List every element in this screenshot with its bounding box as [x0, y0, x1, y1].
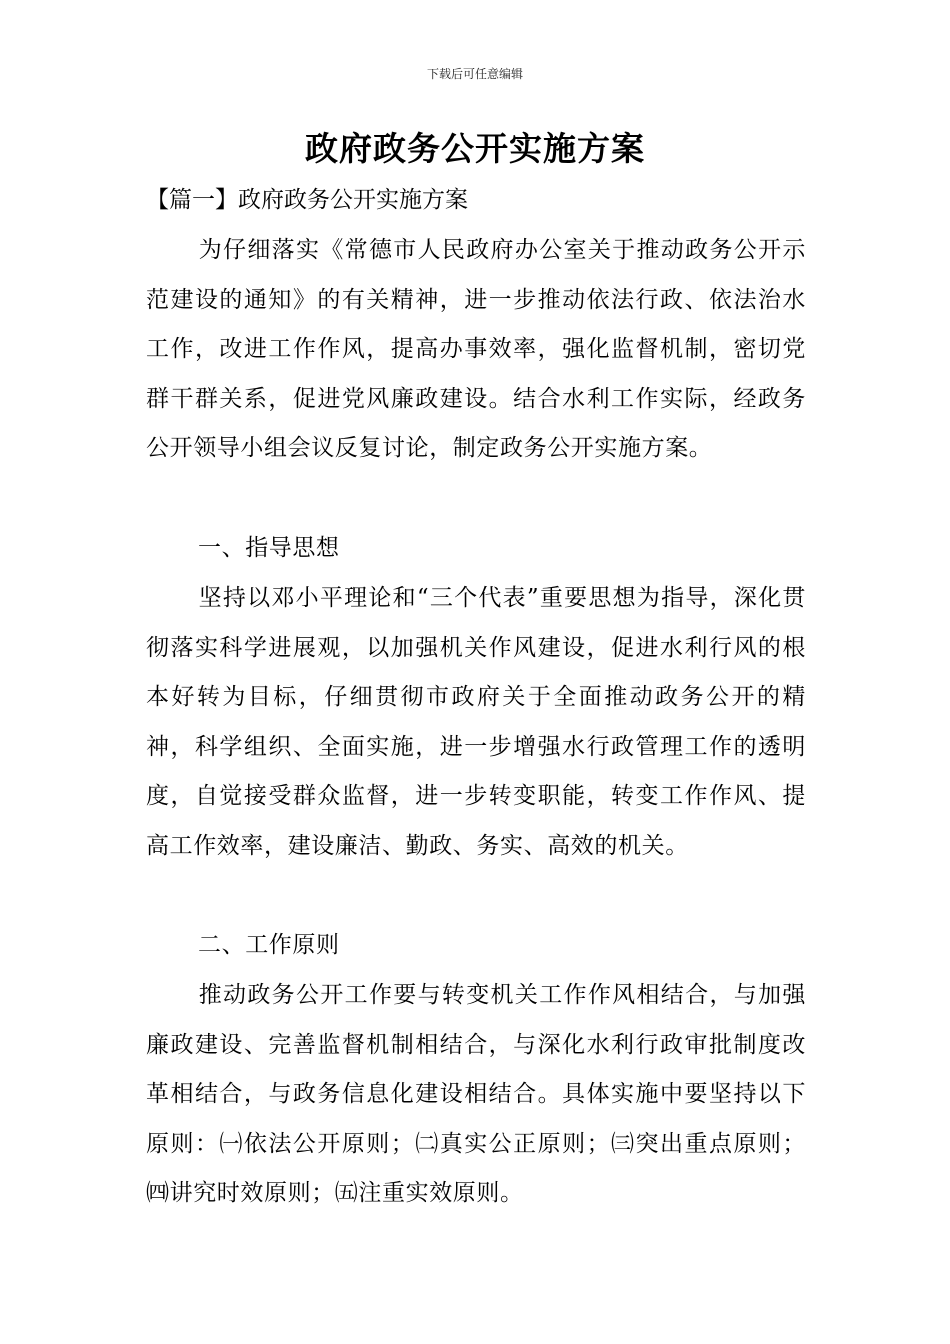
- header-note: 下载后可任意编辑: [426, 67, 523, 81]
- section-heading-work-principles: 二、工作原则: [198, 932, 340, 958]
- section-subtitle: 【篇一】政府政务公开实施方案: [146, 187, 468, 213]
- intro-paragraph-text: 为仔细落实《常德市人民政府办公室关于推动政务公开示范建设的通知》的有关精神，进一步推动依法行政、依法治水工作，改进工作作风，提高办事效率，强化监督机制，密切党群干群关系，促进党风廉政建设。结合水利工作实际，经政务公开领导小组会议反复讨论，制定政务公开实施方案。: [146, 237, 806, 462]
- document-title: 政府政务公开实施方案: [305, 129, 645, 168]
- work-principles-text: 推动政务公开工作要与转变机关工作作风相结合，与加强廉政建设、完善监督机制相结合，与深化水利行政审批制度改革相结合，与政务信息化建设相结合。具体实施中要坚持以下原则：㈠依法公开原则；㈡真实公正原则；㈢突出重点原则；㈣讲究时效原则；㈤注重实效原则。: [146, 982, 806, 1207]
- guiding-ideology-paragraph: [146, 574, 806, 872]
- intro-paragraph: [146, 226, 806, 474]
- work-principles-paragraph: [146, 971, 806, 1219]
- guiding-ideology-text: 坚持以邓小平理论和“三个代表”重要思想为指导，深化贯彻落实科学进展观，以加强机关作风建设，促进水利行风的根本好转为目标，仔细贯彻市政府关于全面推动政务公开的精神，科学组织、全面实施，进一步增强水行政管理工作的透明度，自觉接受群众监督，进一步转变职能，转变工作作风、提高工作效率，建设廉洁、勤政、务实、高效的机关。: [146, 585, 806, 859]
- section-heading-guiding-ideology: 一、指导思想: [198, 535, 340, 561]
